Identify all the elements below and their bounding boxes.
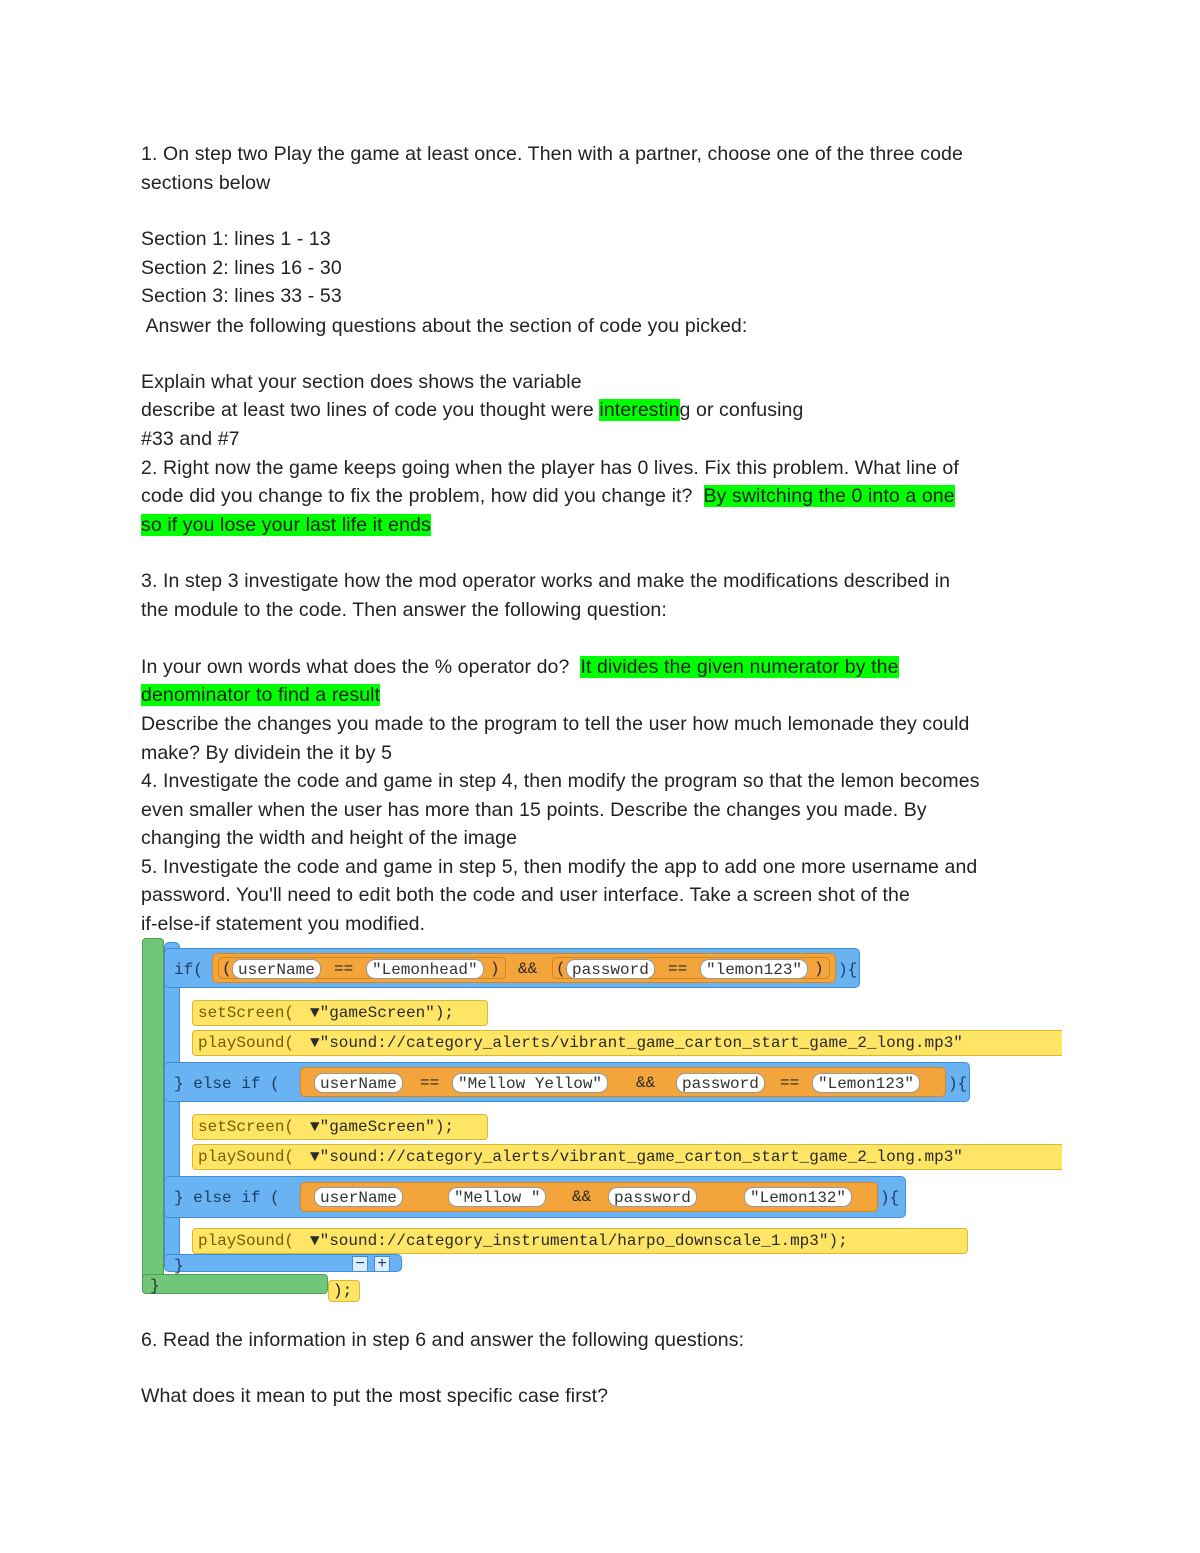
password-var-1: password [566,959,655,979]
answer-2-line-2 [141,511,431,539]
close-paren-2: ) [814,960,824,978]
else-if-keyword-2: } else if ( [174,1189,280,1207]
mod-question-text: In your own words what does the % operator do? [141,656,581,678]
add-else-button[interactable]: + [374,1256,390,1272]
and-operator-2: && [636,1074,656,1092]
highlight-interesting: interestin [599,399,680,421]
brace-open-3: ){ [880,1189,900,1207]
sound-value-3: ▼"sound://category_instrumental/harpo_downscale_1.mp3"); [310,1232,848,1250]
if-keyword: if( [174,961,203,979]
username-value-3: "Mellow " [448,1187,546,1207]
question-3-line-1: 3. In step 3 investigate how the mod operator works and make the modifications described in [141,570,951,592]
question-2-line-2 [141,482,955,510]
specific-case-question: What does it mean to put the most specific case first? [141,1385,609,1407]
username-value-2: "Mellow Yellow" [452,1073,608,1093]
username-var-1: userName [232,959,321,979]
question-4-line-3: changing the width and height of the image [141,827,518,849]
mod-answer-highlight-2: denominator to find a result [141,684,381,706]
outer-green-footer [142,1274,328,1294]
password-value-1: "lemon123" [700,959,808,979]
eq-operator-1: == [334,960,354,978]
section-3-text: Section 3: lines 33 - 53 [141,285,342,307]
playsound-label-2: playSound( [198,1148,295,1166]
eq-operator-3: == [420,1074,440,1092]
question-3-line-2: the module to the code. Then answer the following question: [141,599,667,621]
question-1-line-2: sections below [141,172,271,194]
open-paren-1: ( [222,960,232,978]
password-var-2: password [676,1073,765,1093]
setscreen-label-1: setScreen( [198,1004,295,1022]
question-5-line-3: if-else-if statement you modified. [141,913,426,935]
close-if-brace: } [174,1257,184,1275]
sound-value-1: ▼"sound://category_alerts/vibrant_game_carton_start_game_2_long.mp3" [310,1034,963,1052]
if-block-spine [164,942,180,1268]
and-operator-3: && [572,1188,592,1206]
answer-2-highlight-2: so if you lose your last life it ends [141,514,431,536]
and-operator-1: && [518,960,538,978]
lines-answer: #33 and #7 [141,428,240,450]
question-5-line-1: 5. Investigate the code and game in step 5, then modify the app to add one more username and [141,856,978,878]
changes-line-2: make? By dividein the it by 5 [141,742,393,764]
username-value-1: "Lemonhead" [366,959,484,979]
playsound-label-1: playSound( [198,1034,295,1052]
question-2-line-1: 2. Right now the game keeps going when the player has 0 lives. Fix this problem. What line of [141,457,959,479]
open-paren-2: ( [556,960,566,978]
changes-line-1: Describe the changes you made to the program to tell the user how much lemonade they could [141,713,970,735]
remove-else-button[interactable]: − [352,1256,368,1272]
playsound-label-3: playSound( [198,1232,295,1250]
close-paren-1: ) [490,960,500,978]
brace-open-2: ){ [948,1075,968,1093]
describe-line [141,396,803,424]
answer-2-highlight-1: By switching the 0 into a one [703,485,955,507]
question-6-text: 6. Read the information in step 6 and answer the following questions: [141,1329,745,1351]
setscreen-label-2: setScreen( [198,1118,295,1136]
else-if-keyword-1: } else if ( [174,1075,280,1093]
mod-question-line [141,653,899,681]
close-main-brace: } [150,1277,160,1295]
password-value-2: "Lemon123" [812,1073,920,1093]
brace-open-1: ){ [838,961,858,979]
outer-green-block [142,938,164,1294]
question-5-line-2: password. You'll need to edit both the code and user interface. Take a screen shot of the [141,884,910,906]
password-var-3: password [608,1187,697,1207]
code-screenshot [138,938,1068,1310]
mod-answer-highlight-1: It divides the given numerator by the [580,656,899,678]
section-2-text: Section 2: lines 16 - 30 [141,257,342,279]
question-4-line-2: even smaller when the user has more than 15 points. Describe the changes you made. By [141,799,927,821]
eq-operator-2: == [668,960,688,978]
eq-operator-4: == [780,1074,800,1092]
screen-value-1: ▼"gameScreen"); [310,1004,455,1022]
question-2-text: code did you change to fix the problem, how did you change it? [141,485,704,507]
screen-value-2: ▼"gameScreen"); [310,1118,455,1136]
explain-text: Explain what your section does shows the variable [141,371,582,393]
sound-value-2: ▼"sound://category_alerts/vibrant_game_carton_start_game_2_long.mp3" [310,1148,963,1166]
username-var-2: userName [314,1073,403,1093]
mod-answer-line-2 [141,681,380,709]
describe-text-a: describe at least two lines of code you thought were [141,399,600,421]
answer-following-text: Answer the following questions about the section of code you picked: [141,315,748,337]
end-statement-block: ); [328,1280,360,1302]
section-1-text: Section 1: lines 1 - 13 [141,228,331,250]
describe-text-b: g or confusing [679,399,804,421]
question-4-line-1: 4. Investigate the code and game in step 4, then modify the program so that the lemon becomes [141,770,980,792]
username-var-3: userName [314,1187,403,1207]
question-1-line-1: 1. On step two Play the game at least once. Then with a partner, choose one of the three code [141,143,963,165]
password-value-3: "Lemon132" [744,1187,852,1207]
